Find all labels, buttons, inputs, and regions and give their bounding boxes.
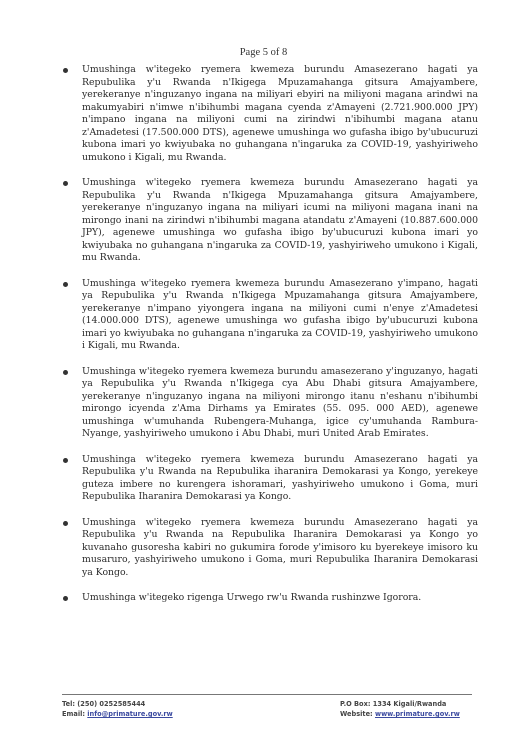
footer-contact-right: [340, 699, 460, 719]
list-item-text: Umushinga w'itegeko ryemera kwemeza burundu Amasezerano hagati ya Repubulika y'u Rwanda na Repubulika Iharanira Demokarasi ya Kongo yo kuvanaho gusoresha kabiri no gukumira forode y'imisoro ku byerekeye imisoro ku musaruro, yashyiriweho umukono i Goma, muri Repubulika Iharanira Demokarasi ya Kongo.: [82, 516, 478, 578]
footer-po-box: P.O Box: 1334 Kigali/Rwanda: [340, 700, 447, 708]
list-item-text: Umushinga w'itegeko rigenga Urwego rw'u Rwanda rushinzwe Igorora.: [82, 592, 422, 603]
list-item: [60, 177, 478, 265]
bullet-icon: [63, 370, 68, 375]
list-item: [60, 592, 478, 605]
bullet-icon: [63, 458, 68, 463]
list-item: [60, 517, 478, 580]
bullet-icon: [63, 521, 68, 526]
list-item: [60, 366, 478, 441]
footer-website-row: [340, 709, 460, 719]
list-item: [60, 454, 478, 504]
bill-list: [60, 64, 478, 618]
list-item: [60, 64, 478, 164]
footer-email-label: Email:: [62, 710, 85, 718]
list-item-text: Umushinga w'itegeko ryemera kwemeza burundu Amasezerano y'impano, hagati ya Repubulika y'u Rwanda n'Ikigega Mpuzamahanga gitsura Amajyambere, yerekeranye n'impano yiyongera ingana na miliyoni cumi n'enye z'Amadetesi (14.000.000 DTS), agenewe umushinga wo gufasha ibigo by'ubucuruzi kubona imari yo kwiyubaka no guhangana n'ingaruka za COVID-19, yashyiriweho umukono i Kigali, mu Rwanda.: [82, 277, 478, 351]
footer-email-link[interactable]: info@primature.gov.rw: [87, 710, 173, 718]
page-number-label: Page 5 of 8: [239, 47, 288, 58]
bullet-icon: [63, 282, 68, 287]
list-item-text: Umushinga w'itegeko ryemera kwemeza burundu Amasezerano hagati ya Repubulika y'u Rwanda na Repubulika iharanira Demokarasi ya Kongo, yerekeye guteza imbere no kurengera ishoramari, yashyiriweho umukono i Goma, muri Repubulika Iharanira Demokarasi ya Kongo.: [82, 453, 478, 502]
footer-telephone: Tel: (250) 0252585444: [62, 700, 146, 708]
list-item: [60, 278, 478, 353]
list-item-text: Umushinga w'itegeko ryemera kwemeza burundu amasezerano y'inguzanyo, hagati ya Repubulika y'u Rwanda n'Ikigega cya Abu Dhabi gitsura Amajyambere, yerekeranye n'inguzanyo ingana na miliyoni mirongo itanu n'eshanu n'ibihumbi mirongo icyenda z'Ama Dirhams ya Emirates (55. 095. 000 AED), agenewe umushinga w'umuhanda Rubengera-Muhanga, igice cy'umuhanda Rambura-Nyange, yashyiriweho umukono i Abu Dhabi, muri United Arab Emirates.: [82, 365, 478, 439]
footer-divider: [62, 694, 472, 695]
list-item-text: Umushinga w'itegeko ryemera kwemeza burundu Amasezerano hagati ya Repubulika y'u Rwanda n'Ikigega Mpuzamahanga gitsura Amajyambere, yerekeranye n'inguzanyo ingana na miliyari ebyiri na miliyoni magana arindwi na makumyabiri n'imwe n'ibihumbi magana cyenda z'Amayeni (2.721.900.000 JPY) n'impano ingana na miliyoni cumi na zirindwi n'ibihumbi magana atanu z'Amadetesi (17.500.000 DTS), agenewe umushinga wo gufasha ibigo by'ubucuruzi kubona imari yo kwiyubaka no guhangana n'ingaruka za COVID-19, yashyiriweho umukono i Kigali, mu Rwanda.: [82, 64, 478, 163]
bullet-icon: [63, 596, 68, 601]
bullet-icon: [63, 181, 68, 186]
list-item-text: Umushinga w'itegeko ryemera kwemeza burundu Amasezerano hagati ya Repubulika y'u Rwanda n'Ikigega Mpuzamahanga gitsura Amajyambere, yerekeranye n'inguzanyo ingana na miliyari icumi na miliyoni magana inani na mirongo inani na zirindwi n'ibihumbi magana atandatu z'Amayeni (10.887.600.000 JPY), agenewe umushinga wo gufasha ibigo by'ubucuruzi kubona imari yo kwiyubaka no guhangana n'ingaruka za COVID-19, yashyiriweho umukono i Kigali, mu Rwanda.: [82, 177, 478, 263]
footer-website-link[interactable]: www.primature.gov.rw: [374, 710, 460, 718]
footer-website-label: Website:: [340, 710, 373, 718]
footer-contact-left: [62, 699, 173, 719]
bullet-icon: [63, 68, 68, 73]
footer-email-row: [62, 709, 173, 719]
